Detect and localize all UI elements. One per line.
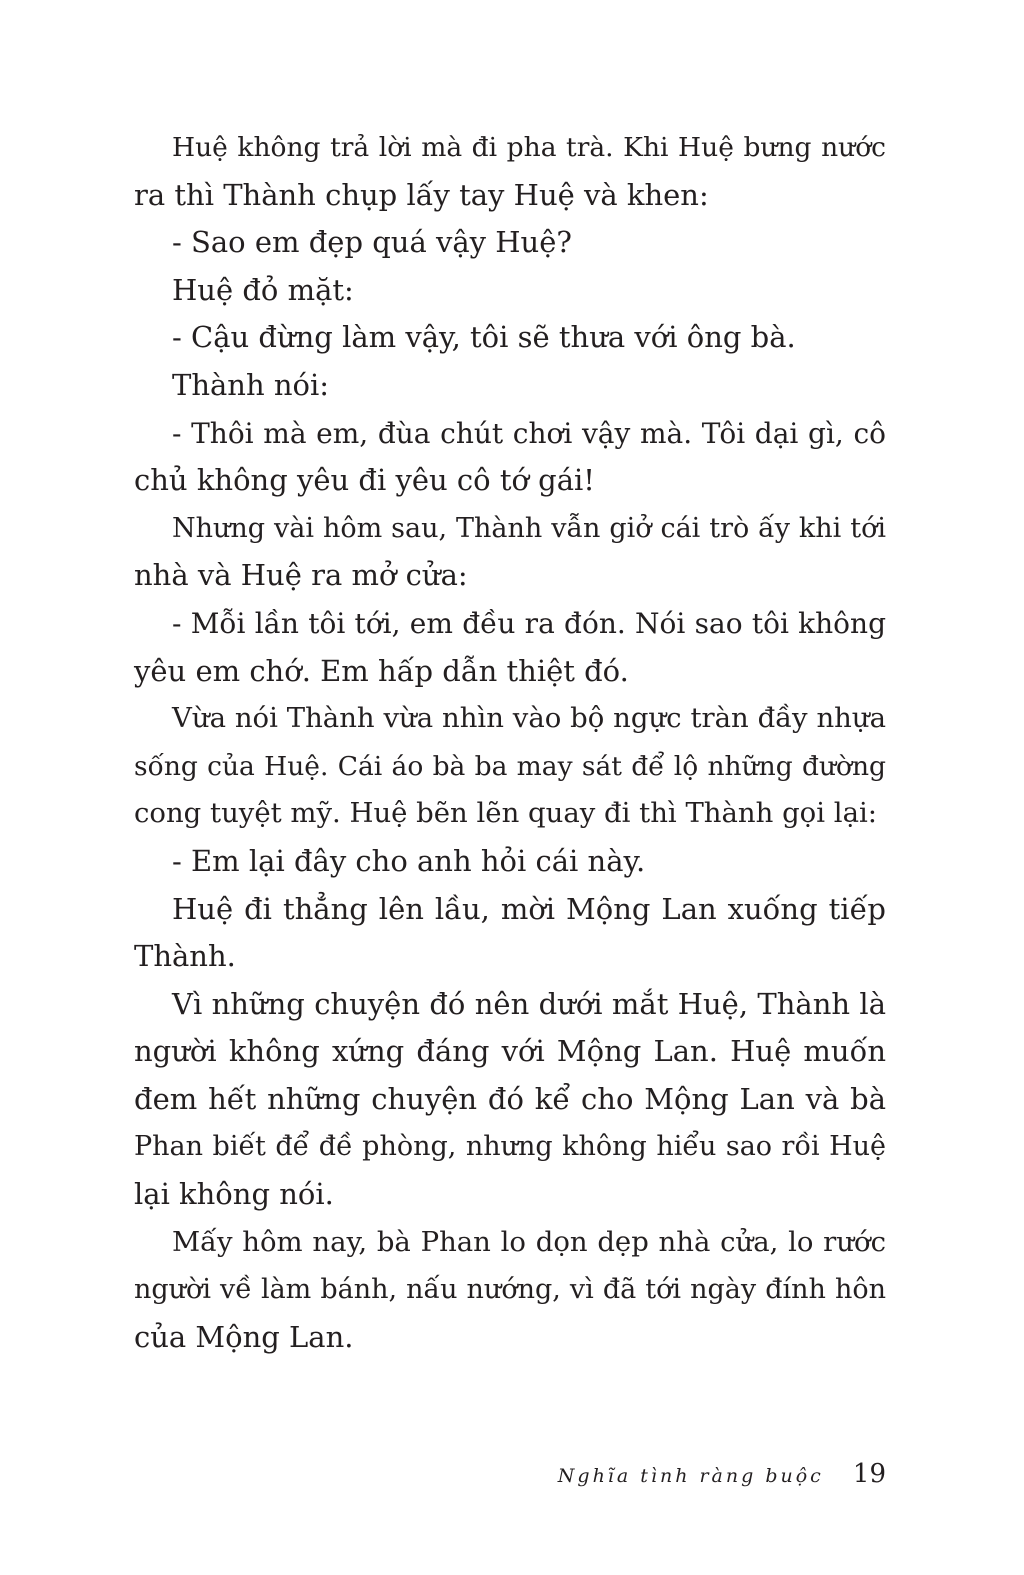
body-text — [134, 124, 886, 1361]
text-line: chủ không yêu đi yêu cô tớ gái! — [134, 463, 595, 498]
text-line: người không xứng đáng với Mộng Lan. Huệ muốn — [134, 1034, 886, 1069]
text-line: lại không nói. — [134, 1177, 334, 1212]
page-number: 19 — [852, 1459, 886, 1489]
text-line: sống của Huệ. Cái áo bà ba may sát để lộ những đường — [134, 750, 886, 782]
text-line: - Em lại đây cho anh hỏi cái này. — [172, 843, 646, 878]
text-line: cong tuyệt mỹ. Huệ bẽn lẽn quay đi thì Thành gọi lại: — [134, 797, 878, 830]
text-line: Thành. — [134, 939, 236, 974]
text-line: Vừa nói Thành vừa nhìn vào bộ ngực tràn đầy nhựa — [172, 702, 886, 735]
text-line: - Sao em đẹp quá vậy Huệ? — [172, 225, 572, 260]
text-line: Mấy hôm nay, bà Phan lo dọn dẹp nhà cửa, lo rước — [172, 1225, 886, 1258]
text-line: - Cậu đừng làm vậy, tôi sẽ thưa với ông bà. — [172, 320, 796, 355]
text-line: nhà và Huệ ra mở cửa: — [134, 558, 468, 593]
text-line: Huệ không trả lời mà đi pha trà. Khi Huệ bưng nước — [172, 132, 886, 163]
text-line: Huệ đỏ mặt: — [172, 272, 354, 307]
text-line: Thành nói: — [172, 367, 330, 402]
text-line: - Thôi mà em, đùa chút chơi vậy mà. Tôi dại gì, cô — [172, 416, 886, 450]
running-title: Nghĩa tình ràng buộc — [557, 1465, 824, 1487]
text-line: yêu em chớ. Em hấp dẫn thiệt đó. — [134, 653, 629, 688]
text-line: người về làm bánh, nấu nướng, vì đã tới ngày đính hôn — [134, 1274, 886, 1306]
text-line: Phan biết để đề phòng, nhưng không hiểu sao rồi Huệ — [134, 1131, 886, 1163]
text-line: đem hết những chuyện đó kể cho Mộng Lan và bà — [134, 1081, 886, 1116]
text-line: ra thì Thành chụp lấy tay Huệ và khen: — [134, 177, 709, 212]
text-line: Vì những chuyện đó nên dưới mắt Huệ, Thành là — [172, 986, 886, 1021]
text-line: Huệ đi thẳng lên lầu, mời Mộng Lan xuống tiếp — [172, 891, 886, 926]
text-line: của Mộng Lan. — [134, 1319, 354, 1354]
text-line: - Mỗi lần tôi tới, em đều ra đón. Nói sao tôi không — [172, 606, 886, 640]
text-line: Nhưng vài hôm sau, Thành vẫn giở cái trò ấy khi tới — [172, 512, 886, 544]
page-footer — [558, 1454, 886, 1494]
